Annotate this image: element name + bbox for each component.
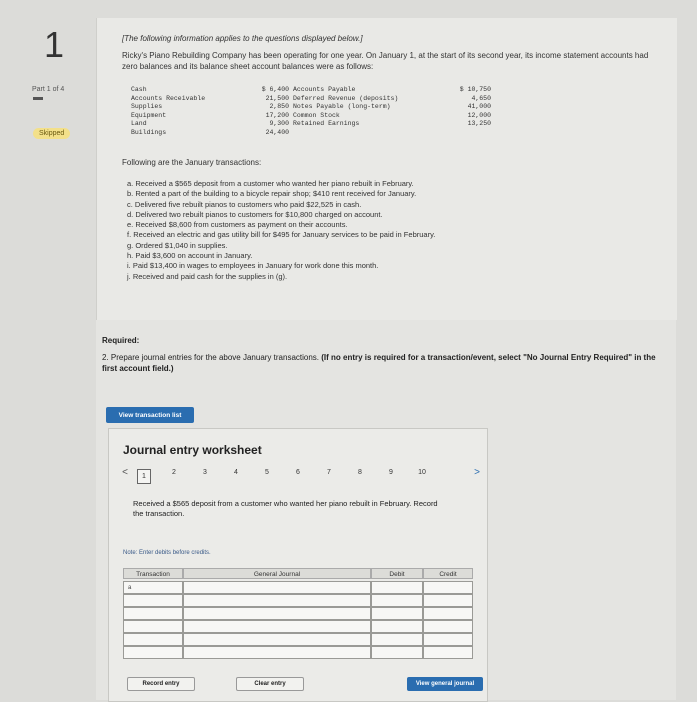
- question-number: 1: [44, 24, 65, 65]
- status-badge: Skipped: [33, 128, 70, 139]
- transactions-heading: Following are the January transactions:: [122, 158, 262, 167]
- balance-amount: 21,500: [265, 94, 289, 102]
- table-row: [123, 646, 473, 659]
- scenario-text: Ricky's Piano Rebuilding Company has been operating for one year. On January 1, at the start of its second year, its income statement accounts had zero balances and its balance sheet account balances were as follows:: [122, 51, 649, 71]
- balance-amount: 12,000: [467, 111, 491, 119]
- page-tab-2[interactable]: 2: [172, 469, 176, 476]
- transaction-item: e. Received $8,600 from customers as payment on their accounts.: [127, 220, 348, 230]
- debit-input[interactable]: [371, 607, 423, 620]
- balance-account-name: Accounts Receivable: [131, 94, 206, 102]
- balance-amount: $ 10,750: [459, 86, 491, 93]
- table-row: [123, 633, 473, 646]
- transaction-cell: [123, 607, 183, 620]
- transaction-item: c. Delivered five rebuilt pianos to customers who paid $22,525 in cash.: [127, 199, 362, 209]
- credit-input[interactable]: [423, 646, 473, 659]
- required-section: [96, 320, 676, 700]
- page-tab-6[interactable]: 6: [296, 469, 300, 476]
- page-tab-7[interactable]: 7: [327, 469, 331, 476]
- part-indicator[interactable]: Part 1 of 4: [32, 86, 65, 93]
- transaction-item: f. Received an electric and gas utility bill for $495 for January services to be paid in February.: [127, 230, 436, 240]
- required-text: [102, 352, 672, 374]
- intro-text: [The following information applies to the questions displayed below.]: [122, 34, 363, 43]
- transaction-item: g. Ordered $1,040 in supplies.: [127, 240, 228, 250]
- transaction-cell: [123, 646, 183, 659]
- transactions-list: [127, 179, 435, 282]
- debit-input[interactable]: [371, 594, 423, 607]
- transaction-item: a. Received a $565 deposit from a customer who wanted her piano rebuilt in February.: [127, 179, 414, 188]
- balance-account-name: Retained Earnings: [293, 120, 360, 128]
- balance-account-name: Supplies: [131, 103, 163, 111]
- balance-account-name: Common Stock: [293, 111, 340, 119]
- credit-input[interactable]: [423, 607, 473, 620]
- balance-amount: $ 6,400: [261, 86, 289, 93]
- balance-account-name: Equipment: [131, 111, 167, 119]
- col-general-journal-header: General Journal: [183, 568, 371, 579]
- account-input[interactable]: [183, 581, 371, 594]
- worksheet-title: Journal entry worksheet: [123, 443, 262, 457]
- part-progress-bar: [33, 97, 43, 100]
- account-input[interactable]: [183, 620, 371, 633]
- balance-account-name: Deferred Revenue (deposits): [293, 94, 399, 102]
- required-instruction: 2. Prepare journal entries for the above January transactions.: [102, 353, 320, 362]
- balance-account-name: Cash: [131, 86, 147, 93]
- journal-worksheet: [108, 428, 488, 702]
- debit-input[interactable]: [371, 620, 423, 633]
- debit-input[interactable]: [371, 581, 423, 594]
- debit-credit-note: Note: Enter debits before credits.: [123, 550, 211, 556]
- transaction-item: b. Rented a part of the building to a bicycle repair shop; $410 rent received for January.: [127, 189, 417, 199]
- account-input[interactable]: [183, 633, 371, 646]
- question-rail: [0, 0, 95, 700]
- page-tab-4[interactable]: 4: [234, 469, 238, 476]
- col-credit-header: Credit: [423, 568, 473, 579]
- transaction-cell: [123, 594, 183, 607]
- page-tab-1[interactable]: 1: [137, 469, 151, 484]
- credit-input[interactable]: [423, 633, 473, 646]
- balance-account-name: Buildings: [131, 129, 167, 136]
- transaction-cell: a: [123, 581, 183, 594]
- transaction-cell: [123, 620, 183, 633]
- table-row: [123, 620, 473, 633]
- table-row: [123, 594, 473, 607]
- table-row: [123, 607, 473, 620]
- prev-page-icon[interactable]: <: [122, 467, 128, 478]
- transaction-cell: [123, 633, 183, 646]
- col-debit-header: Debit: [371, 568, 423, 579]
- record-entry-button[interactable]: Record entry: [127, 677, 195, 691]
- next-page-icon[interactable]: >: [474, 467, 480, 478]
- required-note: (If no entry is required for a transaction/event, select "No Journal Entry Required" in the first account field.): [102, 353, 656, 373]
- page-tab-5[interactable]: 5: [265, 469, 269, 476]
- account-input[interactable]: [183, 594, 371, 607]
- debit-input[interactable]: [371, 633, 423, 646]
- page-tab-10[interactable]: 10: [418, 469, 426, 476]
- transaction-item: h. Paid $3,600 on account in January.: [127, 251, 253, 261]
- balance-amount: 4,650: [471, 94, 491, 102]
- balance-amount: 24,400: [265, 129, 289, 136]
- debit-input[interactable]: [371, 646, 423, 659]
- balance-amount: 41,000: [467, 103, 491, 111]
- table-row: [123, 581, 473, 594]
- balance-account-name: Land: [131, 120, 147, 128]
- journal-table: [123, 568, 473, 670]
- credit-input[interactable]: [423, 581, 473, 594]
- balance-amount: 2,850: [269, 103, 289, 111]
- balance-amount: 9,300: [269, 120, 289, 128]
- transaction-item: i. Paid $13,400 in wages to employees in January for work done this month.: [127, 261, 379, 271]
- view-general-journal-button[interactable]: View general journal: [407, 677, 483, 691]
- transaction-description: Received a $565 deposit from a customer who wanted her piano rebuilt in February. Record the transaction.: [133, 499, 438, 518]
- required-title: Required:: [102, 336, 140, 345]
- balance-amount: 13,250: [467, 120, 491, 128]
- balance-account-name: Notes Payable (long-term): [293, 103, 391, 111]
- clear-entry-button[interactable]: Clear entry: [236, 677, 304, 691]
- credit-input[interactable]: [423, 620, 473, 633]
- account-input[interactable]: [183, 607, 371, 620]
- transaction-item: j. Received and paid cash for the supplies in (g).: [127, 271, 288, 281]
- page-tab-8[interactable]: 8: [358, 469, 362, 476]
- col-transaction-header: Transaction: [123, 568, 183, 579]
- balance-account-name: Accounts Payable: [293, 86, 356, 93]
- page-tab-9[interactable]: 9: [389, 469, 393, 476]
- transaction-item: d. Delivered two rebuilt pianos to customers for $10,800 charged on account.: [127, 209, 383, 219]
- question-content: [96, 18, 677, 320]
- credit-input[interactable]: [423, 594, 473, 607]
- page-tab-3[interactable]: 3: [203, 469, 207, 476]
- account-input[interactable]: [183, 646, 371, 659]
- view-transaction-list-button[interactable]: View transaction list: [106, 407, 194, 423]
- balance-amount: 17,200: [265, 111, 289, 119]
